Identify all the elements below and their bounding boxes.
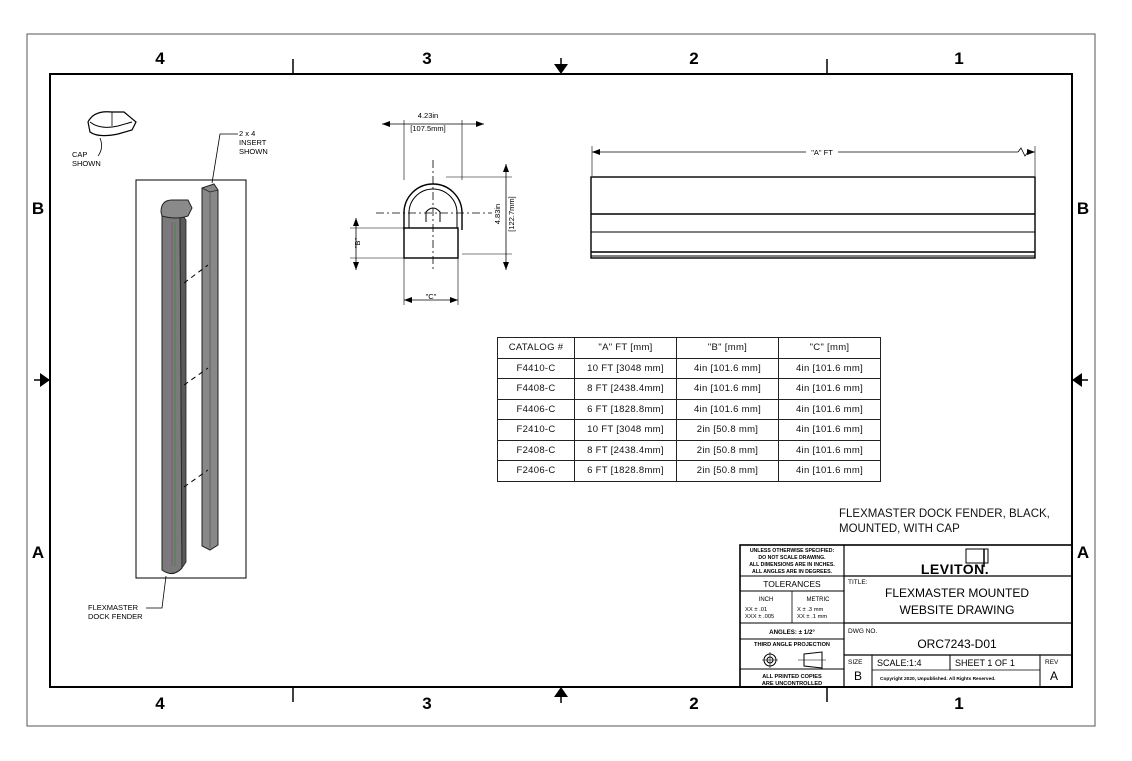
isometric-view — [72, 112, 268, 621]
zone-row-b-right: B — [1076, 199, 1090, 218]
cell-a: 8 FT [2438.4mm] — [575, 440, 677, 461]
zone-col-2-top: 2 — [689, 49, 699, 68]
cell-a: 8 FT [2438.4mm] — [575, 379, 677, 400]
title-line-2: WEBSITE DRAWING — [899, 603, 1015, 617]
insert-body — [202, 184, 218, 550]
cell-b: 2in [50.8 mm] — [677, 440, 779, 461]
size-label: SIZE — [848, 659, 863, 666]
table-row — [498, 399, 881, 420]
leviton-logo — [921, 549, 989, 577]
cell-b: 2in [50.8 mm] — [677, 461, 779, 482]
col-header-a: "A" FT [mm] — [575, 338, 677, 359]
copyright-note: Copyright 2020, Unpublished. All Rights Reserved. — [880, 677, 996, 682]
cell-c: 4in [101.6 mm] — [779, 358, 881, 379]
cell-c: 4in [101.6 mm] — [779, 399, 881, 420]
cap-leader — [98, 138, 102, 156]
metric-label: METRIC — [806, 597, 830, 603]
scale-value: SCALE:1:4 — [877, 658, 922, 668]
printed-note-1: ALL PRINTED COPIES — [762, 674, 822, 680]
table-row — [498, 379, 881, 400]
table-row — [498, 420, 881, 441]
sheet-value: SHEET 1 OF 1 — [955, 658, 1015, 668]
dwg-no-label: DWG NO. — [848, 628, 878, 635]
c-dim-label: "C" — [425, 292, 437, 301]
col-header-b: "B" [mm] — [677, 338, 779, 359]
cap-detail-icon — [88, 112, 136, 136]
width-dim-in: 4.23in — [417, 111, 439, 120]
zone-col-1-bottom: 1 — [954, 694, 964, 713]
cell-catalog: F2406-C — [498, 461, 575, 482]
fender-label-line2: DOCK FENDER — [88, 612, 143, 621]
zone-row-a-right: A — [1076, 543, 1090, 562]
logo-text: LEVITON. — [920, 561, 990, 577]
title-line-1: FLEXMASTER MOUNTED — [884, 586, 1030, 600]
cell-c: 4in [101.6 mm] — [779, 461, 881, 482]
description-line-1: FLEXMASTER DOCK FENDER, BLACK, — [839, 508, 1050, 520]
cell-catalog: F4406-C — [498, 399, 575, 420]
cap-label-line2: SHOWN — [72, 159, 101, 168]
a-dim-label: "A" FT — [811, 148, 833, 157]
rev-label: REV — [1045, 659, 1059, 666]
height-dim-mm: [122.7mm] — [507, 196, 516, 232]
cell-a: 6 FT [1828.8mm] — [575, 461, 677, 482]
zone-row-b-left: B — [31, 199, 45, 218]
projection-label: THIRD ANGLE PROJECTION — [754, 642, 830, 648]
col-header-c: "C" [mm] — [779, 338, 881, 359]
metric-tol-2: XX ± .1 mm — [797, 614, 828, 620]
insert-label-line3: SHOWN — [239, 147, 268, 156]
table-row — [498, 461, 881, 482]
zone-col-4-top: 4 — [155, 49, 165, 68]
inch-tol-2: XXX ± .005 — [745, 614, 775, 620]
cap-label-line1: CAP — [72, 150, 88, 159]
zone-col-3-bottom: 3 — [422, 694, 432, 713]
cell-b: 4in [101.6 mm] — [677, 399, 779, 420]
title-field-label: TITLE: — [848, 579, 868, 586]
inch-label: INCH — [758, 597, 774, 603]
angles-tolerance: ANGLES: ± 1/2° — [769, 629, 815, 636]
tolerances-heading: TOLERANCES — [763, 579, 821, 589]
section-insert — [404, 228, 458, 258]
note-line-4: ALL ANGLES ARE IN DEGREES. — [752, 569, 832, 575]
part-description — [839, 507, 1050, 537]
fender-leader — [146, 576, 166, 608]
cell-a: 6 FT [1828.8mm] — [575, 399, 677, 420]
section-view — [350, 111, 516, 305]
b-dim-label: "B" — [353, 237, 362, 249]
fender-label-line1: FLEXMASTER — [88, 603, 139, 612]
note-line-3: ALL DIMENSIONS ARE IN INCHES. — [749, 562, 835, 568]
cell-c: 4in [101.6 mm] — [779, 379, 881, 400]
insert-label-line1: 2 x 4 — [239, 129, 256, 138]
cell-catalog: F4408-C — [498, 379, 575, 400]
third-angle-projection-icon — [762, 652, 826, 668]
zone-col-3-top: 3 — [422, 49, 432, 68]
cell-catalog: F2408-C — [498, 440, 575, 461]
table-header-row — [498, 338, 881, 359]
zone-col-4-bottom: 4 — [155, 694, 165, 713]
cell-b: 4in [101.6 mm] — [677, 379, 779, 400]
section-outer-profile — [404, 184, 462, 230]
rev-value: A — [1049, 669, 1059, 683]
insert-label-line2: INSERT — [239, 138, 267, 147]
side-body — [591, 177, 1035, 258]
description-line-2: MOUNTED, WITH CAP — [839, 523, 960, 535]
zone-col-2-bottom: 2 — [689, 694, 699, 713]
note-line-2: DO NOT SCALE DRAWING. — [758, 555, 826, 561]
dwg-number: ORC7243-D01 — [917, 637, 997, 651]
insert-leader — [212, 134, 238, 183]
side-view — [591, 146, 1035, 258]
cell-b: 2in [50.8 mm] — [677, 420, 779, 441]
note-line-1: UNLESS OTHERWISE SPECIFIED: — [749, 548, 835, 554]
iso-frame — [136, 180, 246, 578]
cell-c: 4in [101.6 mm] — [779, 440, 881, 461]
width-dim-mm: [107.5mm] — [410, 124, 446, 133]
cell-b: 4in [101.6 mm] — [677, 358, 779, 379]
cell-c: 4in [101.6 mm] — [779, 420, 881, 441]
zone-row-a-left: A — [31, 543, 45, 562]
inch-tol-1: XX ± .01 — [745, 607, 768, 613]
table-row — [498, 358, 881, 379]
cell-a: 10 FT [3048 mm] — [575, 358, 677, 379]
printed-note-2: ARE UNCONTROLLED — [761, 681, 823, 687]
metric-tol-1: X ± .3 mm — [797, 607, 824, 613]
catalog-table — [497, 337, 881, 482]
size-value: B — [853, 669, 863, 683]
height-dim-in: 4.83in — [493, 203, 502, 225]
fender-body — [161, 200, 192, 574]
zone-col-1-top: 1 — [954, 49, 964, 68]
table-row — [498, 440, 881, 461]
cell-catalog: F2410-C — [498, 420, 575, 441]
col-header-catalog: CATALOG # — [498, 338, 575, 359]
cell-catalog: F4410-C — [498, 358, 575, 379]
cell-a: 10 FT [3048 mm] — [575, 420, 677, 441]
